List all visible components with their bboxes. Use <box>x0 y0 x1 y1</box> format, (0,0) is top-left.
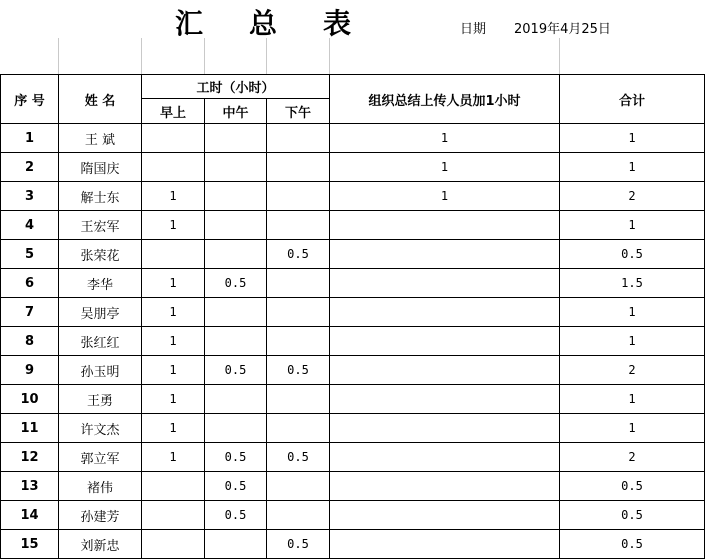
cell-morning[interactable] <box>142 153 205 182</box>
cell-seq[interactable]: 5 <box>1 240 59 269</box>
gridline <box>204 38 205 74</box>
cell-noon[interactable] <box>205 327 267 356</box>
cell-extra[interactable] <box>330 414 560 443</box>
cell-name[interactable]: 吴朋亭 <box>59 298 142 327</box>
cell-name[interactable]: 孙建芳 <box>59 501 142 530</box>
cell-extra[interactable] <box>330 269 560 298</box>
blank-row <box>0 38 705 74</box>
cell-seq[interactable]: 12 <box>1 443 59 472</box>
cell-extra[interactable] <box>330 356 560 385</box>
table-row <box>1 414 705 443</box>
cell-seq[interactable]: 11 <box>1 414 59 443</box>
cell-total[interactable]: 1 <box>560 153 705 182</box>
cell-extra[interactable] <box>330 443 560 472</box>
cell-noon[interactable] <box>205 414 267 443</box>
cell-extra[interactable]: 1 <box>330 153 560 182</box>
cell-name[interactable]: 郭立军 <box>59 443 142 472</box>
cell-name[interactable]: 王勇 <box>59 385 142 414</box>
cell-seq[interactable]: 14 <box>1 501 59 530</box>
cell-seq[interactable]: 1 <box>1 124 59 153</box>
cell-afternoon[interactable] <box>267 385 330 414</box>
cell-noon[interactable]: 0.5 <box>205 443 267 472</box>
header-extra[interactable]: 组织总结上传人员加1小时 <box>330 75 560 124</box>
cell-morning[interactable]: 1 <box>142 298 205 327</box>
cell-name[interactable]: 隋国庆 <box>59 153 142 182</box>
cell-extra[interactable] <box>330 501 560 530</box>
gridline <box>329 38 330 74</box>
cell-afternoon[interactable]: 0.5 <box>267 530 330 559</box>
cell-name[interactable]: 张荣花 <box>59 240 142 269</box>
cell-noon[interactable] <box>205 153 267 182</box>
table-row <box>1 472 705 501</box>
cell-noon[interactable] <box>205 298 267 327</box>
cell-afternoon[interactable] <box>267 414 330 443</box>
cell-name[interactable]: 孙玉明 <box>59 356 142 385</box>
date-label: 日期 <box>460 22 487 37</box>
cell-afternoon[interactable] <box>267 124 330 153</box>
summary-table <box>0 74 705 559</box>
cell-total[interactable]: 1 <box>560 414 705 443</box>
cell-name[interactable]: 解士东 <box>59 182 142 211</box>
cell-noon[interactable] <box>205 124 267 153</box>
cell-afternoon[interactable] <box>267 501 330 530</box>
cell-afternoon[interactable] <box>267 211 330 240</box>
cell-name[interactable]: 许文杰 <box>59 414 142 443</box>
cell-seq[interactable]: 9 <box>1 356 59 385</box>
cell-morning[interactable]: 1 <box>142 443 205 472</box>
cell-name[interactable]: 刘新忠 <box>59 530 142 559</box>
gridline <box>559 38 560 74</box>
cell-seq[interactable]: 4 <box>1 211 59 240</box>
cell-total[interactable]: 2 <box>560 443 705 472</box>
cell-name[interactable]: 王 斌 <box>59 124 142 153</box>
table-row <box>1 356 705 385</box>
table-row <box>1 327 705 356</box>
title-char: 汇 <box>175 7 204 40</box>
table-row <box>1 124 705 153</box>
cell-total[interactable]: 1 <box>560 298 705 327</box>
table-row <box>1 211 705 240</box>
cell-extra[interactable] <box>330 530 560 559</box>
cell-total[interactable]: 1 <box>560 211 705 240</box>
cell-morning[interactable] <box>142 472 205 501</box>
cell-morning[interactable]: 1 <box>142 414 205 443</box>
cell-morning[interactable] <box>142 240 205 269</box>
table-row <box>1 443 705 472</box>
table-row <box>1 153 705 182</box>
gridline <box>58 38 59 74</box>
cell-noon[interactable] <box>205 385 267 414</box>
cell-total[interactable]: 1 <box>560 327 705 356</box>
cell-seq[interactable]: 8 <box>1 327 59 356</box>
cell-morning[interactable]: 1 <box>142 385 205 414</box>
cell-afternoon[interactable] <box>267 182 330 211</box>
table-row <box>1 385 705 414</box>
cell-name[interactable]: 褚伟 <box>59 472 142 501</box>
cell-extra[interactable]: 1 <box>330 182 560 211</box>
title-row <box>0 0 705 38</box>
header-afternoon[interactable]: 下午 <box>267 99 330 124</box>
table-row <box>1 269 705 298</box>
cell-seq[interactable]: 2 <box>1 153 59 182</box>
table-row <box>1 530 705 559</box>
cell-morning[interactable]: 1 <box>142 327 205 356</box>
cell-seq[interactable]: 15 <box>1 530 59 559</box>
cell-morning[interactable] <box>142 501 205 530</box>
cell-total[interactable]: 0.5 <box>560 530 705 559</box>
cell-morning[interactable]: 1 <box>142 182 205 211</box>
cell-morning[interactable]: 1 <box>142 211 205 240</box>
gridline <box>141 38 142 74</box>
cell-seq[interactable]: 7 <box>1 298 59 327</box>
cell-afternoon[interactable] <box>267 153 330 182</box>
cell-morning[interactable] <box>142 124 205 153</box>
sheet-title <box>175 2 397 42</box>
table-row <box>1 240 705 269</box>
cell-total[interactable]: 0.5 <box>560 240 705 269</box>
cell-total[interactable]: 2 <box>560 182 705 211</box>
cell-noon[interactable] <box>205 240 267 269</box>
cell-noon[interactable]: 0.5 <box>205 269 267 298</box>
header-name[interactable]: 姓 名 <box>59 75 142 124</box>
header-hours[interactable]: 工时（小时） <box>142 75 330 99</box>
cell-noon[interactable]: 0.5 <box>205 501 267 530</box>
date-value: 2019年4月25日 <box>514 22 611 37</box>
cell-noon[interactable]: 0.5 <box>205 356 267 385</box>
title-char: 表 <box>323 7 352 40</box>
cell-seq[interactable]: 13 <box>1 472 59 501</box>
cell-total[interactable]: 1 <box>560 124 705 153</box>
table-row <box>1 298 705 327</box>
cell-extra[interactable] <box>330 385 560 414</box>
cell-extra[interactable]: 1 <box>330 124 560 153</box>
cell-afternoon[interactable] <box>267 269 330 298</box>
cell-name[interactable]: 李华 <box>59 269 142 298</box>
header-noon[interactable]: 中午 <box>205 99 267 124</box>
cell-extra[interactable] <box>330 240 560 269</box>
title-char: 总 <box>249 7 278 40</box>
cell-extra[interactable] <box>330 327 560 356</box>
cell-extra[interactable] <box>330 472 560 501</box>
table-body <box>1 124 705 559</box>
cell-extra[interactable] <box>330 211 560 240</box>
cell-total[interactable]: 1 <box>560 385 705 414</box>
cell-seq[interactable]: 10 <box>1 385 59 414</box>
cell-noon[interactable] <box>205 182 267 211</box>
cell-noon[interactable] <box>205 530 267 559</box>
cell-total[interactable]: 1.5 <box>560 269 705 298</box>
cell-total[interactable]: 2 <box>560 356 705 385</box>
cell-extra[interactable] <box>330 298 560 327</box>
cell-seq[interactable]: 3 <box>1 182 59 211</box>
cell-morning[interactable]: 1 <box>142 269 205 298</box>
header-total[interactable]: 合计 <box>560 75 705 124</box>
header-morning[interactable]: 早上 <box>142 99 205 124</box>
cell-seq[interactable]: 6 <box>1 269 59 298</box>
cell-afternoon[interactable] <box>267 298 330 327</box>
gridline <box>266 38 267 74</box>
cell-afternoon[interactable] <box>267 472 330 501</box>
cell-noon[interactable]: 0.5 <box>205 472 267 501</box>
cell-afternoon[interactable]: 0.5 <box>267 240 330 269</box>
table-row <box>1 182 705 211</box>
header-seq[interactable]: 序 号 <box>1 75 59 124</box>
table-row <box>1 501 705 530</box>
cell-total[interactable]: 0.5 <box>560 501 705 530</box>
cell-total[interactable]: 0.5 <box>560 472 705 501</box>
cell-afternoon[interactable]: 0.5 <box>267 356 330 385</box>
cell-afternoon[interactable] <box>267 327 330 356</box>
cell-afternoon[interactable]: 0.5 <box>267 443 330 472</box>
cell-noon[interactable] <box>205 211 267 240</box>
cell-morning[interactable]: 1 <box>142 356 205 385</box>
cell-morning[interactable] <box>142 530 205 559</box>
cell-name[interactable]: 王宏军 <box>59 211 142 240</box>
cell-name[interactable]: 张红红 <box>59 327 142 356</box>
